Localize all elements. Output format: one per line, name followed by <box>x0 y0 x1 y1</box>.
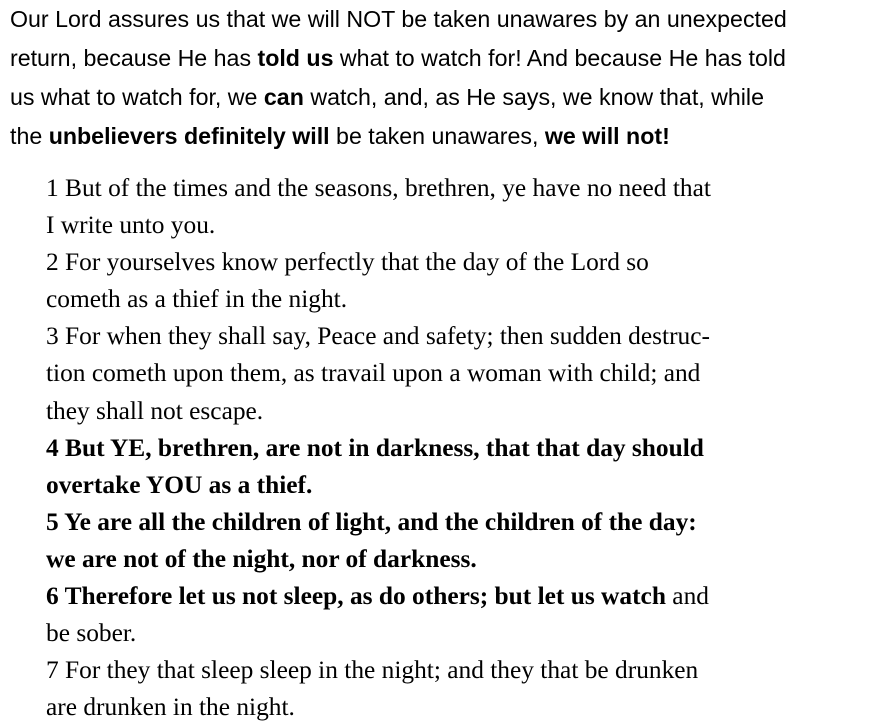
verse-line <box>46 578 846 615</box>
verse-line <box>46 244 846 281</box>
text-run: cometh as a thief in the night. <box>46 285 348 314</box>
verse-line <box>46 430 846 467</box>
text-run: they shall not escape. <box>46 396 264 425</box>
intro-line <box>10 0 872 39</box>
verse-line <box>46 281 846 318</box>
bold-text: we will not! <box>544 123 670 149</box>
text-run: 7 For they that sleep sleep in the night; and they that be drunken <box>46 656 699 685</box>
text-run: what to watch for! And because He has told <box>333 45 786 71</box>
intro-line <box>10 117 872 156</box>
text-run: be taken unawares, <box>329 123 545 149</box>
bold-text: told us <box>257 45 334 71</box>
intro-paragraph <box>10 0 872 156</box>
text-run: 3 For when they shall say, Peace and safety; then sudden destruc- <box>46 322 710 351</box>
verse-line <box>46 393 846 430</box>
verse-line <box>46 207 846 244</box>
text-run: 2 For yourselves know perfectly that the day of the Lord so <box>46 248 649 277</box>
text-run: the <box>10 123 49 149</box>
text-run: Our Lord assures us that we will NOT be taken unawares by an unexpected <box>10 6 787 32</box>
verse-line <box>46 170 846 207</box>
text-run: return, because He has <box>10 45 258 71</box>
text-run: I write unto you. <box>46 211 216 240</box>
intro-line <box>10 39 872 78</box>
verse-line <box>46 615 846 652</box>
bold-text: 5 Ye are all the children of light, and the children of the day: <box>46 507 697 536</box>
intro-line <box>10 78 872 117</box>
bold-text: we are not of the night, nor of darkness. <box>46 544 477 573</box>
text-run: be sober. <box>46 619 137 648</box>
text-run: tion cometh upon them, as travail upon a woman with child; and <box>46 359 701 388</box>
bold-text: unbelievers definitely will <box>48 123 330 149</box>
verse-line <box>46 689 846 726</box>
bold-text: can <box>263 84 304 110</box>
text-run: us what to watch for, we <box>10 84 264 110</box>
bold-text: 6 Therefore let us not sleep, as do others; but let us watch <box>46 582 666 611</box>
bold-text: 4 But YE, brethren, are not in darkness, that that day should <box>46 433 704 462</box>
text-run: 1 But of the times and the seasons, brethren, ye have no need that <box>46 174 711 202</box>
bold-text: overtake YOU as a thief. <box>46 470 313 499</box>
text-run: and <box>665 582 709 611</box>
verse-line <box>46 652 846 689</box>
verse-line <box>46 355 846 392</box>
text-run: watch, and, as He says, we know that, while <box>303 84 764 110</box>
verse-line <box>46 318 846 355</box>
text-run: are drunken in the night. <box>46 693 295 722</box>
scripture-quote <box>46 170 846 726</box>
verse-line <box>46 504 846 541</box>
verse-line <box>46 541 846 578</box>
verse-line <box>46 467 846 504</box>
